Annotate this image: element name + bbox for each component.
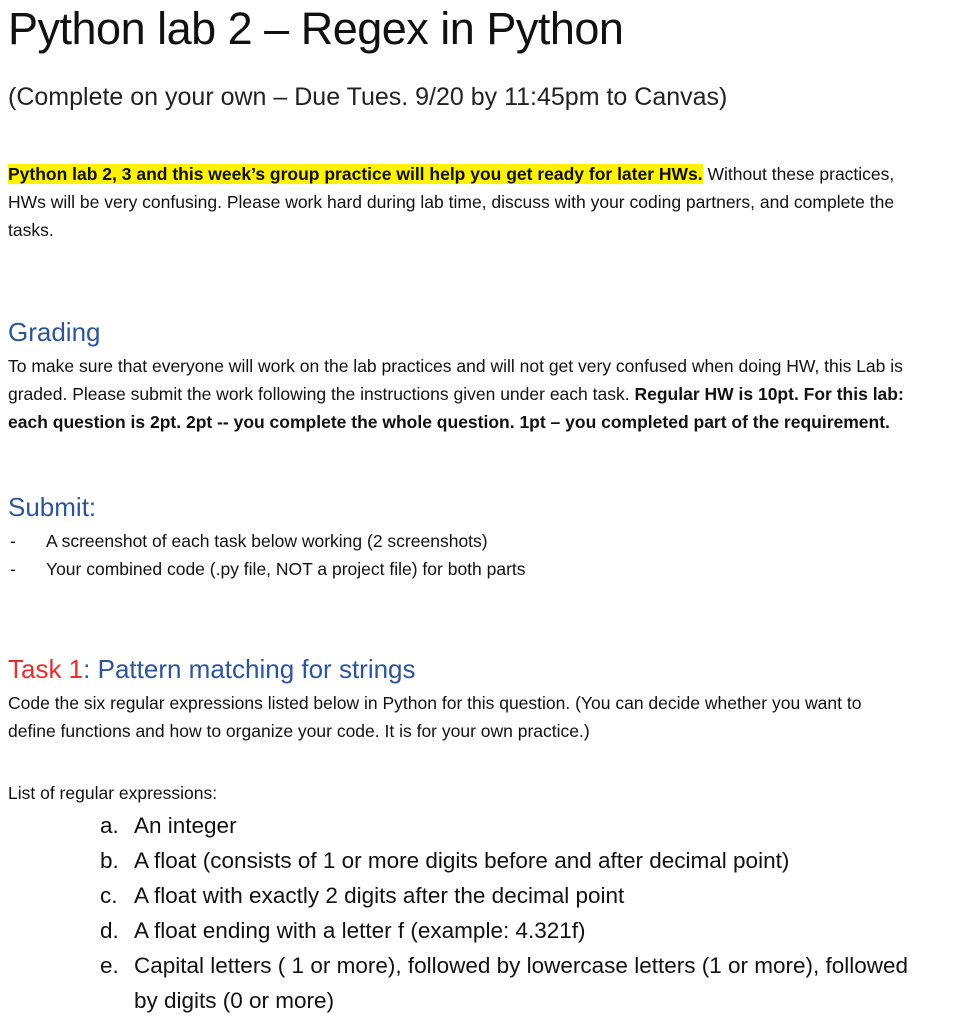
regex-list [100, 808, 920, 1018]
list-item [100, 808, 920, 843]
grading-text: To make sure that everyone will work on the lab practices and will not get very confused when doing HW, this Lab is graded. Please submit the work following the instructions given under each task. [8, 356, 903, 404]
bullet-text: Your combined code (.py file, NOT a project file) for both parts [46, 559, 526, 579]
list-item-text: A float (consists of 1 or more digits before and after decimal point) [134, 848, 790, 873]
intro-paragraph [8, 160, 908, 244]
list-item-text: An integer [134, 813, 237, 838]
list-letter: d. [100, 918, 119, 943]
task1-heading-prefix: Task 1 [8, 654, 84, 684]
bullet-text: A screenshot of each task below working (2 screenshots) [46, 531, 488, 551]
grading-paragraph [8, 352, 908, 436]
list-item-text: Capital letters ( 1 or more), followed by lowercase letters (1 or more), followed by digits (0 or more) [134, 953, 909, 1013]
task1-description: Code the six regular expressions listed below in Python for this question. (You can decide whether you want to define functions and how to organize your code. It is for your own practice.) [8, 693, 862, 741]
task1-heading-rest: : Pattern matching for strings [83, 654, 416, 684]
bullet-dash: - [10, 559, 16, 579]
list-item [100, 843, 920, 878]
list-letter: e. [100, 953, 119, 978]
submit-heading: Submit: [8, 492, 97, 522]
intro-rest: Without these practices, HWs will be very confusing. Please work hard during lab time, discuss with your coding partners, and complete the tasks. [8, 164, 895, 240]
page-title: Python lab 2 – Regex in Python [8, 3, 624, 54]
list-letter: c. [100, 883, 118, 908]
list-letter: a. [100, 813, 119, 838]
bullet-dash: - [10, 531, 16, 551]
list-item [100, 878, 920, 913]
list-item-text: A float ending with a letter f (example: 4.321f) [134, 918, 586, 943]
grading-heading: Grading [8, 317, 101, 347]
list-item [100, 948, 920, 1018]
page-subtitle: (Complete on your own – Due Tues. 9/20 by 11:45pm to Canvas) [8, 83, 728, 111]
list-item-text: A float with exactly 2 digits after the decimal point [134, 883, 625, 908]
grading-bold-text: Regular HW is 10pt. For this lab: each question is 2pt. 2pt -- you complete the whole question. 1pt – you completed part of the requirement. [8, 384, 904, 432]
intro-highlight: Python lab 2, 3 and this week’s group practice will help you get ready for later HWs. [8, 164, 703, 184]
list-letter: b. [100, 848, 119, 873]
regex-list-label: List of regular expressions: [8, 783, 218, 803]
list-item [100, 913, 920, 948]
task1-heading [8, 652, 416, 686]
